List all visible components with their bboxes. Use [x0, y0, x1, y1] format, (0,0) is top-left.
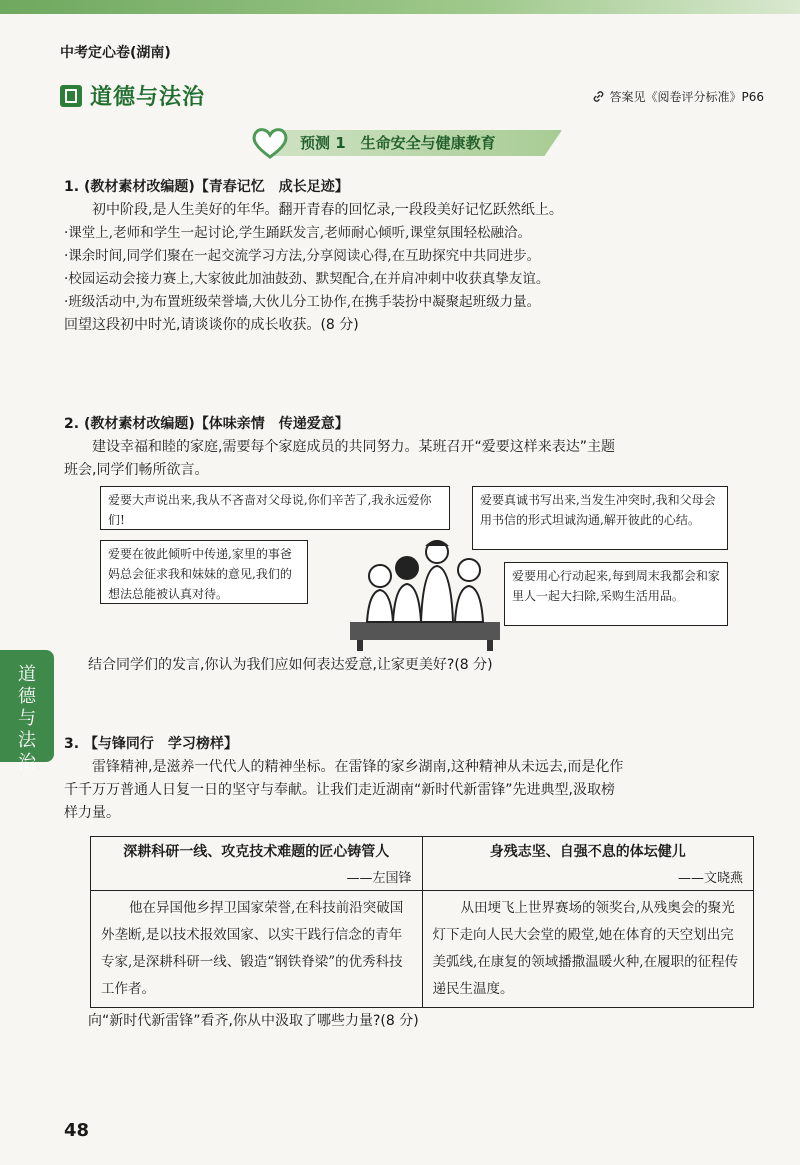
subject-side-tab-label [15, 664, 39, 774]
speech-bubble: 爱要用心行动起来,每到周末我都会和家里人一起大扫除,采购生活用品。 [504, 562, 728, 626]
page-number: 48 [64, 1120, 90, 1141]
question-3-intro-cont: 千千万万普通人日复一日的坚守与奉献。让我们走近湖南“新时代新雷锋”先进典型,汲取榜 [64, 782, 615, 798]
speech-bubble: 爱要大声说出来,我从不吝啬对父母说,你们辛苦了,我永远爱你们! [100, 486, 450, 530]
book-icon [60, 85, 82, 107]
question-2-tag: (教材素材改编题)【体味亲情 传递爱意】 [83, 416, 349, 432]
table-cell [422, 891, 754, 1008]
question-1 [64, 176, 754, 337]
question-2-intro: 建设幸福和睦的家庭,需要每个家庭成员的共同努力。某班召开“爱要这样来表达”主题 [92, 439, 615, 455]
class-meeting-figure [100, 486, 728, 651]
question-3-number: 3. [64, 736, 80, 752]
answer-reference-text: 答案见《阅卷评分标准》P66 [609, 90, 764, 104]
question-1-intro: 初中阶段,是人生美好的年华。翻开青春的回忆录,一段段美好记忆跃然纸上。 [92, 202, 563, 218]
table-cell [91, 891, 423, 1008]
question-1-tag: (教材素材改编题)【青春记忆 成长足迹】 [83, 179, 349, 195]
section-banner [250, 126, 562, 160]
subject-header [60, 80, 205, 111]
question-1-bullet: ·校园运动会接力赛上,大家彼此加油鼓劲、默契配合,在并肩冲刺中收获真挚友谊。 [64, 271, 550, 287]
question-1-bullet: ·课堂上,老师和学生一起讨论,学生踊跃发言,老师耐心倾听,课堂氛围轻松融洽。 [64, 225, 531, 241]
students-illustration [345, 534, 505, 651]
question-2-number: 2. [64, 416, 80, 432]
question-1-number: 1. [64, 179, 80, 195]
right-model-description: 从田埂飞上世界赛场的领奖台,从残奥会的聚光灯下走向人民大会堂的殿堂,她在体育的天空划出完美弧线,在康复的领域播撒温暖火种,在履职的征程传递民生温度。 [432, 900, 739, 997]
speech-bubble: 爱要真诚书写出来,当发生冲突时,我和父母会用书信的形式坦诚沟通,解开彼此的心结。 [472, 486, 728, 550]
left-model-name: ——左国锋 [346, 871, 412, 886]
question-3-tag: 【与锋同行 学习榜样】 [83, 736, 238, 752]
book-title: 中考定心卷(湖南) [60, 45, 171, 61]
table-cell [91, 837, 423, 891]
question-1-bullet: ·课余时间,同学们聚在一起交流学习方法,分享阅读心得,在互助探究中共同进步。 [64, 248, 541, 264]
question-1-prompt: 回望这段初中时光,请谈谈你的成长收获。(8 分) [64, 317, 359, 333]
side-tab-char: 德 [18, 686, 36, 707]
right-model-title: 身残志坚、自强不息的体坛健儿 [489, 844, 686, 860]
subject-title: 道德与法治 [90, 85, 206, 110]
section-banner-title: 预测 1 生命安全与健康教育 [300, 134, 496, 152]
question-3-header [64, 733, 754, 756]
answer-reference [592, 88, 764, 105]
left-model-description: 他在异国他乡捍卫国家荣誉,在科技前沿突破国外垄断,是以技术报效国家、以实干践行信念的青年专家,是深耕科研一线、锻造“钢铁脊梁”的优秀科技工作者。 [101, 900, 404, 997]
question-2-intro-cont: 班会,同学们畅所欲言。 [64, 462, 209, 478]
link-icon [592, 90, 605, 103]
table-cell [422, 837, 754, 891]
question-3-intro-cont: 样力量。 [64, 805, 120, 821]
question-3 [64, 733, 754, 825]
right-model-name: ——文晓燕 [677, 871, 743, 886]
question-2 [64, 413, 754, 482]
question-3-intro: 雷锋精神,是滋养一代代人的精神坐标。在雷锋的家乡湖南,这种精神从未远去,而是化作 [92, 759, 624, 775]
side-tab-char: 治 [18, 752, 36, 773]
question-1-header [64, 176, 754, 199]
side-tab-char: 与 [18, 708, 36, 729]
role-model-table [90, 836, 754, 1008]
heart-icon [250, 126, 290, 160]
table-row [91, 837, 754, 891]
table-row [91, 891, 754, 1008]
side-tab-char: 道 [18, 664, 36, 685]
speech-bubble: 爱要在彼此倾听中传递,家里的事爸妈总会征求我和妹妹的意见,我们的想法总能被认真对待。 [100, 540, 308, 604]
question-3-prompt: 向“新时代新雷锋”看齐,你从中汲取了哪些力量?(8 分) [88, 1013, 419, 1029]
left-model-title: 深耕科研一线、攻克技术难题的匠心铸管人 [123, 844, 390, 860]
question-2-prompt: 结合同学们的发言,你认为我们应如何表达爱意,让家更美好?(8 分) [88, 657, 493, 673]
question-1-bullet: ·班级活动中,为布置班级荣誉墙,大伙儿分工协作,在携手装扮中凝聚起班级力量。 [64, 294, 541, 310]
side-tab-char: 法 [18, 730, 36, 751]
top-color-strip [0, 0, 800, 14]
question-2-header [64, 413, 754, 436]
